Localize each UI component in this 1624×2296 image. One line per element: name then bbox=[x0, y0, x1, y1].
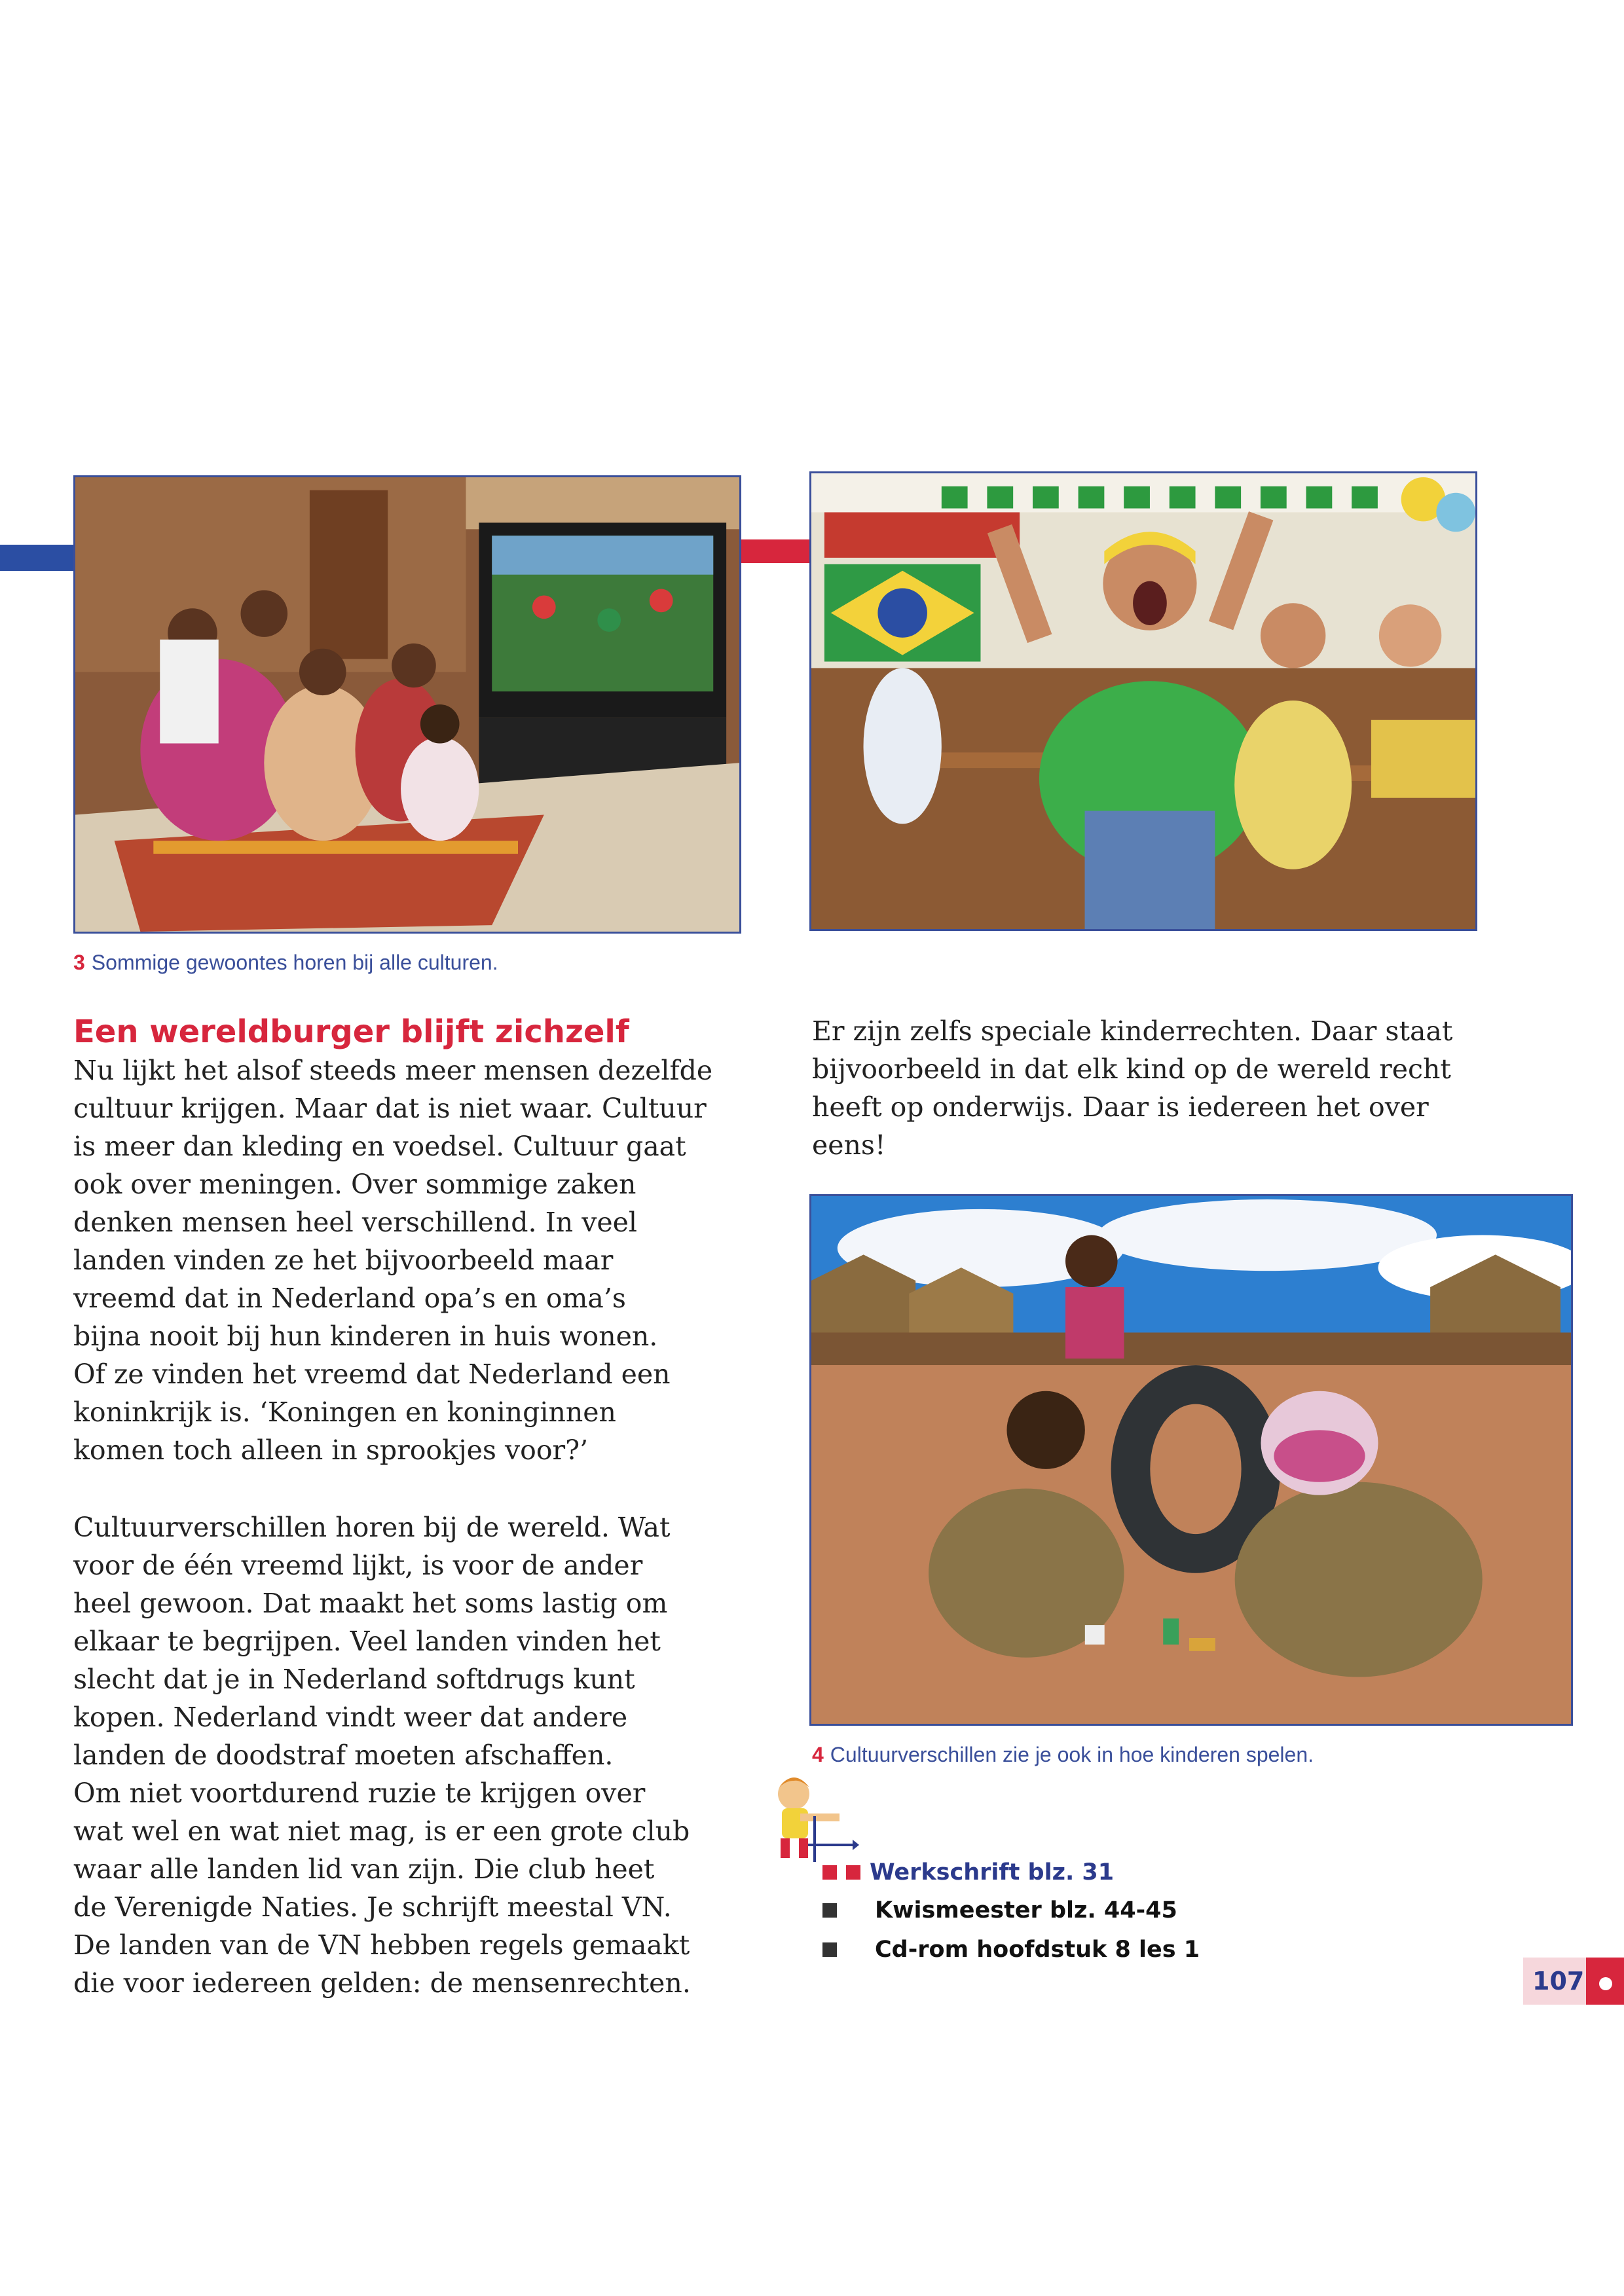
reference-text: Cd-rom hoofdstuk 8 les 1 bbox=[875, 1937, 1200, 1963]
photo-children-playing-tire bbox=[809, 1194, 1573, 1726]
reference-kwismeester bbox=[822, 1897, 1177, 1923]
caption-number: 3 bbox=[73, 951, 85, 974]
article-paragraph-1: Nu lijkt het alsof steeds meer mensen dezelfde cultuur krijgen. Maar dat is niet waar. Cultuur is meer dan kleding en voedsel. Cultuur gaat ook over meningen. Over sommige zaken denken mensen heel verschillend. In veel landen vinden ze het bijvoorbeeld maar vreemd dat in Nederland opa’s en oma’s bijna nooit bij hun kinderen in huis wonen. Of ze vinden het vreemd dat Nederland een koninkrijk is. ‘Koningen en koninginnen komen toch alleen in sprookjes voor?’ bbox=[73, 1055, 713, 1466]
pointing-child-icon bbox=[761, 1768, 859, 1866]
photo-caption-3 bbox=[73, 951, 498, 975]
photo-family-watching-tv bbox=[73, 475, 741, 934]
bullet-square-icon bbox=[822, 1903, 837, 1918]
photo-brazil-fans-cheering bbox=[809, 471, 1477, 931]
photo-caption-4 bbox=[812, 1743, 1314, 1767]
decorative-blue-bar bbox=[0, 545, 79, 571]
article-heading: Een wereldburger blijft zichzelf bbox=[73, 1013, 629, 1050]
reference-cd-rom bbox=[822, 1937, 1200, 1963]
caption-text: Sommige gewoontes horen bij alle culturen. bbox=[91, 951, 498, 974]
reference-werkschrift bbox=[822, 1859, 1114, 1886]
bullet-square-icon bbox=[846, 1865, 860, 1880]
caption-number: 4 bbox=[812, 1743, 824, 1766]
article-paragraph-2: Cultuurverschillen horen bij de wereld. Wat voor de één vreemd lijkt, is voor de ander heel gewoon. Dat maakt het soms lastig om elkaar te begrijpen. Veel landen vinden het slecht dat je in Nederland softdrugs kunt kopen. Nederland vindt weer dat andere landen de doodstraf moeten afschaffen. Om niet voortdurend ruzie te krijgen over wat wel en wat niet mag, is er een grote club waar alle landen lid van zijn. Die club heet de Verenigde Naties. Je schrijft meestal VN. De landen van de VN hebben regels gemaakt die voor iedereen gelden: de mensenrechten. bbox=[73, 1512, 691, 1999]
article-paragraph-3: Er zijn zelfs speciale kinderrechten. Daar staat bijvoorbeeld in dat elk kind op de wereld recht heeft op onderwijs. Daar is iedereen het over eens! bbox=[812, 1015, 1453, 1161]
page-number: 107 bbox=[1532, 1967, 1585, 1995]
caption-text: Cultuurverschillen zie je ook in hoe kinderen spelen. bbox=[830, 1743, 1314, 1766]
reference-text: Werkschrift blz. 31 bbox=[870, 1859, 1115, 1886]
decorative-red-bar bbox=[740, 539, 813, 563]
bullet-square-icon bbox=[822, 1865, 837, 1880]
bullet-square-icon bbox=[822, 1942, 837, 1957]
reference-text: Kwismeester blz. 44-45 bbox=[875, 1897, 1177, 1923]
